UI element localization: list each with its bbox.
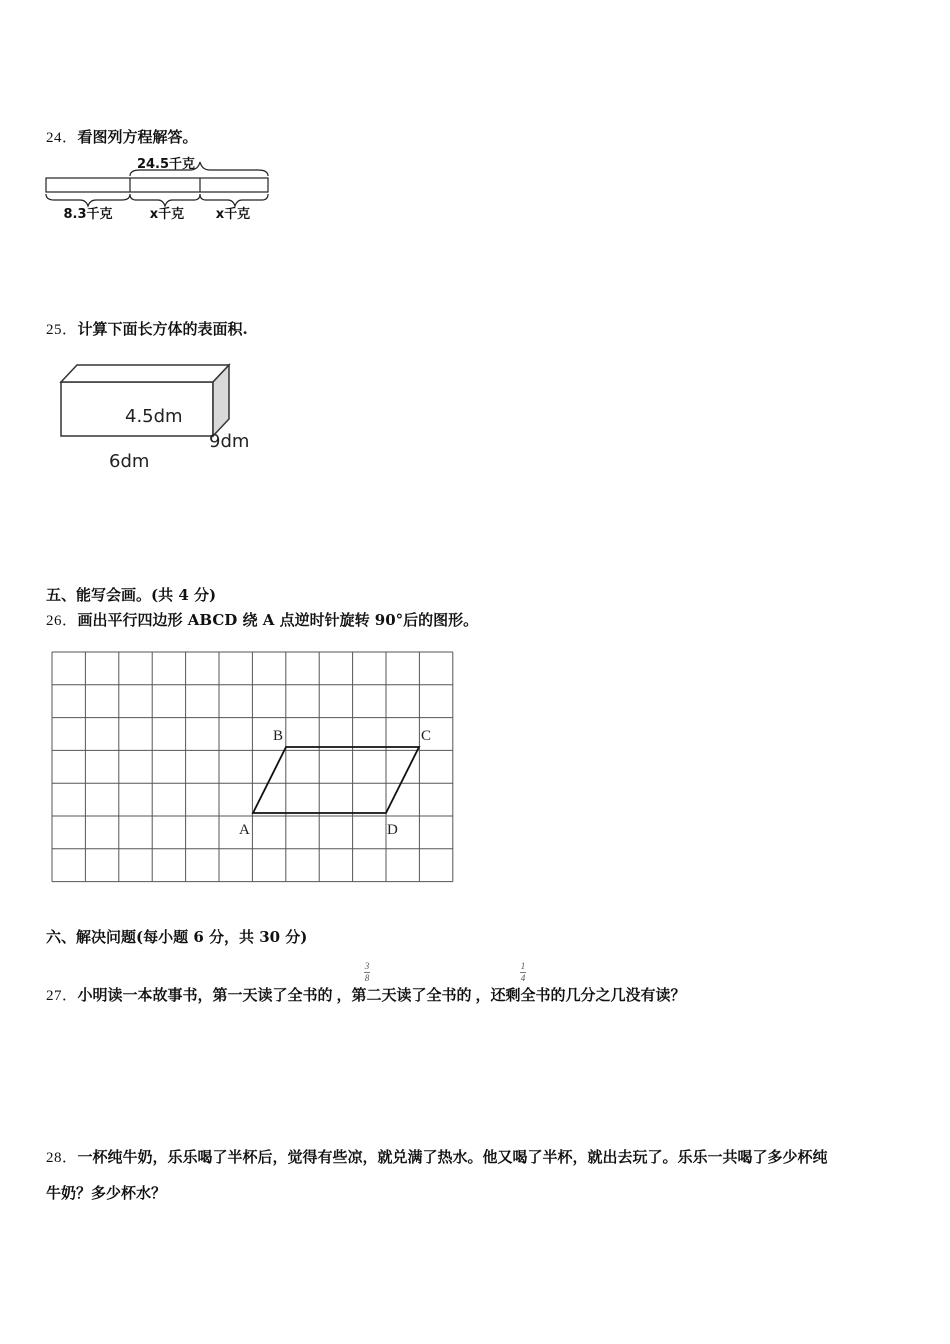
vertex-label-b: B xyxy=(273,728,284,744)
q24-seg3-label: x千克 xyxy=(215,207,251,222)
section-5-title: 五、能写会画。(共 4 分) xyxy=(46,586,217,604)
q27-frac2-numerator: 1 xyxy=(520,961,526,971)
q25-prompt xyxy=(46,319,248,340)
vertex-label-c: C xyxy=(421,728,432,744)
q28-text-line1: 一杯纯牛奶，乐乐喝了半杯后，觉得有些凉，就兑满了热水。他又喝了半杯，就出去玩了。乐乐一共喝了多少杯纯 xyxy=(77,1148,828,1166)
q27-text-part2: ，第二天读了全书的 xyxy=(336,986,472,1004)
cuboid-length-label: 6dm xyxy=(109,451,150,472)
q27-frac2-denominator: 4 xyxy=(520,973,526,983)
vertex-label-a: A xyxy=(239,822,250,838)
q26-grid xyxy=(50,650,456,884)
q27-fraction-2 xyxy=(518,962,528,983)
q24-total-label: 24.5千克 xyxy=(136,157,196,172)
q25-cuboid xyxy=(55,360,275,480)
q24-seg3-brace xyxy=(200,194,268,206)
q25-number: 25． xyxy=(46,322,78,338)
parallelogram-abcd xyxy=(253,747,419,813)
q26-text: 画出平行四边形 ABCD 绕 A 点逆时针旋转 90°后的图形。 xyxy=(77,611,479,629)
q26-prompt xyxy=(46,610,478,631)
q27-number: 27． xyxy=(46,988,78,1004)
q26-number: 26． xyxy=(46,613,78,629)
q24-segment-diagram xyxy=(40,150,280,225)
q27-frac1-numerator: 3 xyxy=(364,961,370,971)
q28-prompt-line2: 牛奶？多少杯水？ xyxy=(46,1184,167,1202)
q24-number: 24． xyxy=(46,130,78,146)
grid-lines xyxy=(52,652,453,882)
q24-bar xyxy=(46,178,268,192)
q25-text: 计算下面长方体的表面积. xyxy=(77,320,248,338)
cuboid-top-face xyxy=(61,365,229,382)
q27-prompt xyxy=(46,985,686,1006)
q27-text-part3: ，还剩全书的几分之几没有读？ xyxy=(475,986,686,1004)
q27-frac1-denominator: 8 xyxy=(364,973,370,983)
q27-text-part1: 小明读一本故事书，第一天读了全书的 xyxy=(77,986,333,1004)
q28-number: 28． xyxy=(46,1150,78,1166)
q24-seg2-label: x千克 xyxy=(149,207,185,222)
q24-seg1-label: 8.3千克 xyxy=(63,207,113,222)
q24-prompt xyxy=(46,127,198,148)
q24-text: 看图列方程解答。 xyxy=(77,128,198,146)
cuboid-depth-label: 9dm xyxy=(209,431,250,452)
vertex-label-d: D xyxy=(387,822,398,838)
q27-fraction-1 xyxy=(362,962,372,983)
cuboid-height-label: 4.5dm xyxy=(125,406,183,427)
section-6-title: 六、解决问题(每小题 6 分，共 30 分) xyxy=(46,928,308,946)
q24-seg1-brace xyxy=(46,194,130,206)
q24-seg2-brace xyxy=(130,194,200,206)
q28-prompt-line1 xyxy=(46,1147,828,1168)
